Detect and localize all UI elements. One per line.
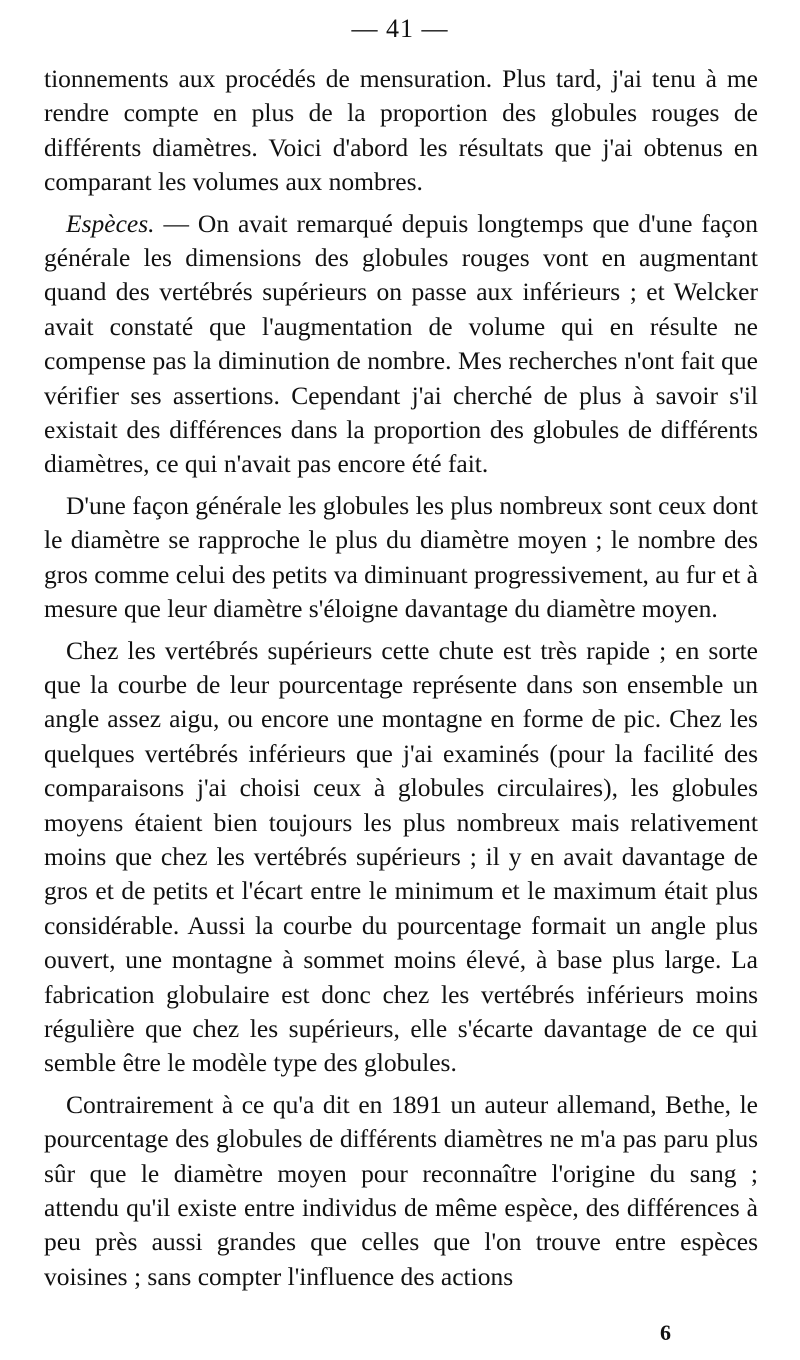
paragraph-2-text: — On avait remarqué depuis longtemps que d'une façon générale les dimensions des globules rouges vont en augmentant quand des vertébrés supérieurs on passe aux inférieurs ; et Welcker avait constaté que l'augmentation de volume qui en résulte ne compense pas la diminution de nombre. Mes recherches n'ont fait que vérifier ses assertions. Cependant j'ai cherché de plus à savoir s'il existait des différences dans la proportion des globules de différents diamètres, ce qui n'avait pas encore été fait.: [44, 208, 758, 479]
page-number-header: — 41 —: [351, 14, 449, 43]
paragraph-2: [44, 207, 758, 482]
body-text: [44, 62, 758, 1301]
signature-mark: 6: [660, 1320, 671, 1345]
paragraph-1: tionnements aux procédés de mensuration. Plus tard, j'ai tenu à me rendre compte en plus de la proportion des globules rouges de différents diamètres. Voici d'abord les résultats que j'ai obtenus en comparant les volumes aux nombres.: [44, 64, 758, 197]
paragraph-4: Chez les vertébrés supérieurs cette chute est très rapide ; en sorte que la courbe de leur pourcentage représente dans son ensemble un angle assez aigu, ou encore une montagne en forme de pic. Chez les quelques vertébrés inférieurs que j'ai examinés (pour la facilité des comparaisons j'ai choisi ceux à globules circulaires), les globules moyens étaient bien toujours les plus nombreux mais relativement moins que chez les vertébrés supérieurs ; il y en avait davantage de gros et de petits et l'écart entre le minimum et le maximum était plus considérable. Aussi la courbe du pourcentage formait un angle plus ouvert, une montagne à sommet moins élevé, à base plus large. La fabrication globulaire est donc chez les vertébrés inférieurs moins régulière que chez les supérieurs, elle s'écarte davantage de ce qui semble être le modèle type des globules.: [44, 635, 758, 1078]
paragraph-3: D'une façon générale les globules les plus nombreux sont ceux dont le diamètre se rapproche le plus du diamètre moyen ; le nombre des gros comme celui des petits va diminuant progressivement, au fur et à mesure que leur diamètre s'éloigne davantage du diamètre moyen.: [44, 490, 758, 624]
paragraph-2-lead: Espèces.: [66, 208, 155, 238]
paragraph-5: Contrairement à ce qu'a dit en 1891 un auteur allemand, Bethe, le pourcentage des globules de différents diamètres ne m'a pas paru plus sûr que le diamètre moyen pour reconnaître l'origine du sang ; attendu qu'il existe entre individus de même espèce, des différences à peu près aussi grandes que celles que l'on trouve entre espèces voisines ; sans compter l'influence des actions: [44, 1089, 758, 1291]
